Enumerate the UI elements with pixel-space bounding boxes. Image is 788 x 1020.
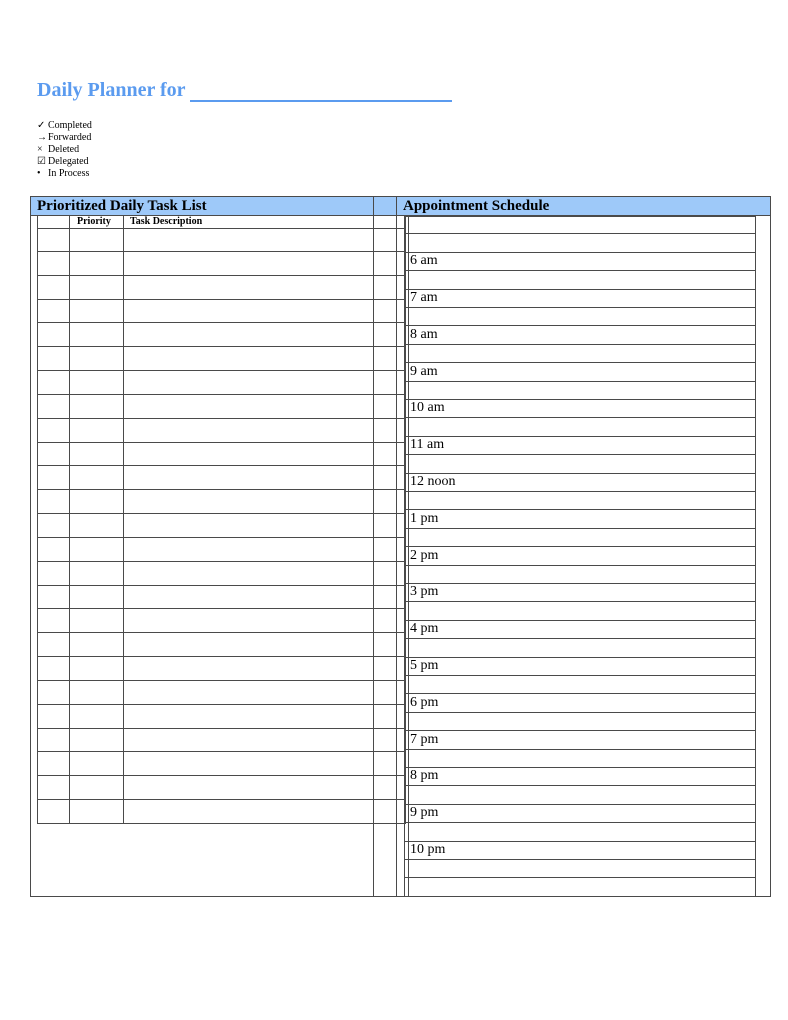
appointment-slot[interactable] <box>404 731 755 749</box>
legend-item-forwarded <box>37 132 92 144</box>
cross-icon: × <box>37 144 43 155</box>
hour-label: 10 am <box>410 400 445 416</box>
hour-label: 12 noon <box>410 473 456 489</box>
hour-label: 8 am <box>410 326 438 342</box>
task-row[interactable] <box>37 514 406 538</box>
appointment-slot[interactable] <box>404 474 755 492</box>
appointment-slot[interactable] <box>404 547 755 565</box>
appointment-schedule-heading: Appointment Schedule <box>403 198 550 214</box>
appointment-slot[interactable] <box>404 529 755 547</box>
legend-item-delegated <box>37 156 92 168</box>
task-row[interactable] <box>37 228 406 252</box>
appointment-slot[interactable] <box>404 621 755 639</box>
task-row[interactable] <box>37 347 406 371</box>
appointment-slot[interactable] <box>404 253 755 271</box>
appointment-slot[interactable] <box>404 602 755 620</box>
appointment-slot[interactable] <box>404 823 755 841</box>
appointment-slot[interactable] <box>404 510 755 528</box>
date-blank-field[interactable] <box>190 78 452 102</box>
task-list-heading: Prioritized Daily Task List <box>37 198 207 214</box>
hour-label: 9 pm <box>410 805 439 821</box>
legend-label: In Process <box>48 168 90 179</box>
arrow-right-icon: → <box>37 132 47 143</box>
task-row[interactable] <box>37 657 406 681</box>
hour-label: 1 pm <box>410 510 439 526</box>
appointment-slot[interactable] <box>404 750 755 768</box>
title-text: Daily Planner for <box>37 79 186 101</box>
task-row[interactable] <box>37 538 406 562</box>
hour-label: 4 pm <box>410 621 439 637</box>
appointment-slot[interactable] <box>404 694 755 712</box>
task-row[interactable] <box>37 323 406 347</box>
hour-label: 6 am <box>410 253 438 269</box>
appointment-slot[interactable] <box>404 860 755 878</box>
appointment-slot[interactable] <box>404 363 755 381</box>
legend-label: Forwarded <box>48 132 92 143</box>
task-row[interactable] <box>37 371 406 395</box>
appointment-slot[interactable] <box>404 878 755 896</box>
task-row[interactable] <box>37 276 406 300</box>
priority-column-header: Priority <box>77 216 111 227</box>
appointment-slot[interactable] <box>404 437 755 455</box>
status-legend <box>37 120 92 180</box>
legend-label: Completed <box>48 120 92 131</box>
task-row[interactable] <box>37 586 406 610</box>
appointment-slot[interactable] <box>404 492 755 510</box>
appointment-slot[interactable] <box>404 658 755 676</box>
checked-box-icon: ☑ <box>37 156 46 167</box>
hour-label: 7 am <box>410 289 438 305</box>
bullet-icon: • <box>37 168 41 179</box>
appointment-slot[interactable] <box>404 345 755 363</box>
appointment-slot[interactable] <box>404 382 755 400</box>
task-row[interactable] <box>37 705 406 729</box>
task-row[interactable] <box>37 466 406 490</box>
check-icon: ✓ <box>37 120 46 131</box>
appointment-slot[interactable] <box>404 418 755 436</box>
appointment-slot[interactable] <box>404 768 755 786</box>
task-row[interactable] <box>37 419 406 443</box>
hour-label: 8 pm <box>410 768 439 784</box>
appointment-slot[interactable] <box>404 842 755 860</box>
task-row[interactable] <box>37 800 406 824</box>
legend-item-completed <box>37 120 92 132</box>
appointment-slot[interactable] <box>404 400 755 418</box>
task-row[interactable] <box>37 562 406 586</box>
hour-label: 5 pm <box>410 657 439 673</box>
hour-label: 2 pm <box>410 547 439 563</box>
appointment-slot[interactable] <box>404 271 755 289</box>
schedule-right-rule <box>755 216 756 896</box>
appointment-slot[interactable] <box>404 308 755 326</box>
task-row[interactable] <box>37 776 406 800</box>
task-row[interactable] <box>37 633 406 657</box>
appointment-slot[interactable] <box>404 713 755 731</box>
appointment-slot[interactable] <box>404 216 755 234</box>
hour-label: 6 pm <box>410 694 439 710</box>
appointment-slot[interactable] <box>404 805 755 823</box>
appointment-slot[interactable] <box>404 234 755 252</box>
legend-item-in-process <box>37 168 92 180</box>
task-description-column-header: Task Description <box>130 216 203 227</box>
task-row[interactable] <box>37 395 406 419</box>
appointment-slot[interactable] <box>404 639 755 657</box>
task-row[interactable] <box>37 300 406 324</box>
appointment-slot[interactable] <box>404 584 755 602</box>
task-row[interactable] <box>37 252 406 276</box>
page-title <box>37 78 452 102</box>
task-row[interactable] <box>37 752 406 776</box>
task-row[interactable] <box>37 443 406 467</box>
task-row[interactable] <box>37 490 406 514</box>
appointment-slot[interactable] <box>404 455 755 473</box>
task-row[interactable] <box>37 609 406 633</box>
hour-label: 10 pm <box>410 841 446 857</box>
legend-item-deleted <box>37 144 92 156</box>
task-row[interactable] <box>37 729 406 753</box>
hour-label: 11 am <box>410 437 445 453</box>
hour-label: 9 am <box>410 363 438 379</box>
legend-label: Deleted <box>48 144 80 155</box>
legend-label: Delegated <box>48 156 89 167</box>
task-row[interactable] <box>37 681 406 705</box>
hour-label: 3 pm <box>410 584 439 600</box>
hour-label: 7 pm <box>410 731 439 747</box>
appointment-slot[interactable] <box>404 290 755 308</box>
appointment-slot[interactable] <box>404 786 755 804</box>
appointment-slot[interactable] <box>404 566 755 584</box>
appointment-slot[interactable] <box>404 676 755 694</box>
appointment-slot[interactable] <box>404 326 755 344</box>
